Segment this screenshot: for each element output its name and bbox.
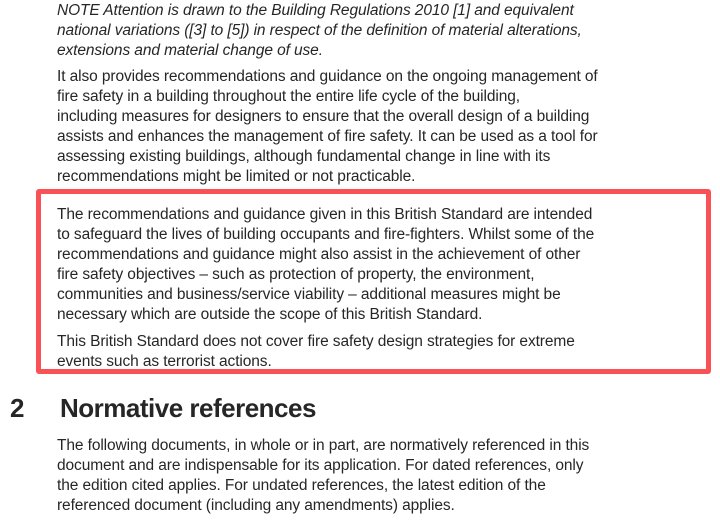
text-line: It also provides recommendations and guidance on the ongoing management of: [57, 68, 598, 85]
text-line: national variations ([3] to [5]) in respect of the definition of material alterations,: [57, 22, 582, 39]
text-line: NOTE Attention is drawn to the Building Regulations 2010 [1] and equivalent: [57, 2, 574, 19]
note-paragraph: [57, 1, 582, 61]
text-line: The recommendations and guidance given in this British Standard are intended: [57, 206, 593, 223]
text-line: events such as terrorist actions.: [57, 353, 272, 370]
section-heading: [10, 391, 316, 425]
normative-paragraph: [57, 436, 589, 516]
box-paragraph-1: [57, 205, 706, 325]
text-line: extensions and material change of use.: [57, 42, 323, 59]
box-paragraph-2: [57, 332, 706, 372]
text-line: assessing existing buildings, although fundamental change in line with its: [57, 148, 551, 165]
highlight-box: [36, 189, 711, 374]
text-line: This British Standard does not cover fire safety design strategies for extreme: [57, 333, 575, 350]
section-title: Normative references: [60, 393, 316, 423]
text-line: referenced document (including any amendments) applies.: [57, 497, 455, 514]
section-number: 2: [10, 393, 24, 423]
text-line: assists and enhances the management of fire safety. It can be used as a tool for: [57, 128, 598, 145]
text-line: recommendations might be limited or not practicable.: [57, 168, 416, 185]
text-line: fire safety in a building throughout the entire life cycle of the building,: [57, 88, 520, 105]
intro-paragraph: [57, 67, 598, 187]
text-line: document and are indispensable for its application. For dated references, only: [57, 457, 584, 474]
text-line: necessary which are outside the scope of this British Standard.: [57, 306, 483, 323]
text-line: fire safety objectives – such as protection of property, the environment,: [57, 266, 535, 283]
text-line: including measures for designers to ensure that the overall design of a building: [57, 108, 590, 125]
text-line: to safeguard the lives of building occupants and fire-fighters. Whilst some of the: [57, 226, 595, 243]
text-line: the edition cited applies. For undated references, the latest edition of the: [57, 477, 546, 494]
text-line: communities and business/service viability – additional measures might be: [57, 286, 561, 303]
text-line: recommendations and guidance might also assist in the achievement of other: [57, 246, 581, 263]
text-line: The following documents, in whole or in part, are normatively referenced in this: [57, 437, 590, 454]
